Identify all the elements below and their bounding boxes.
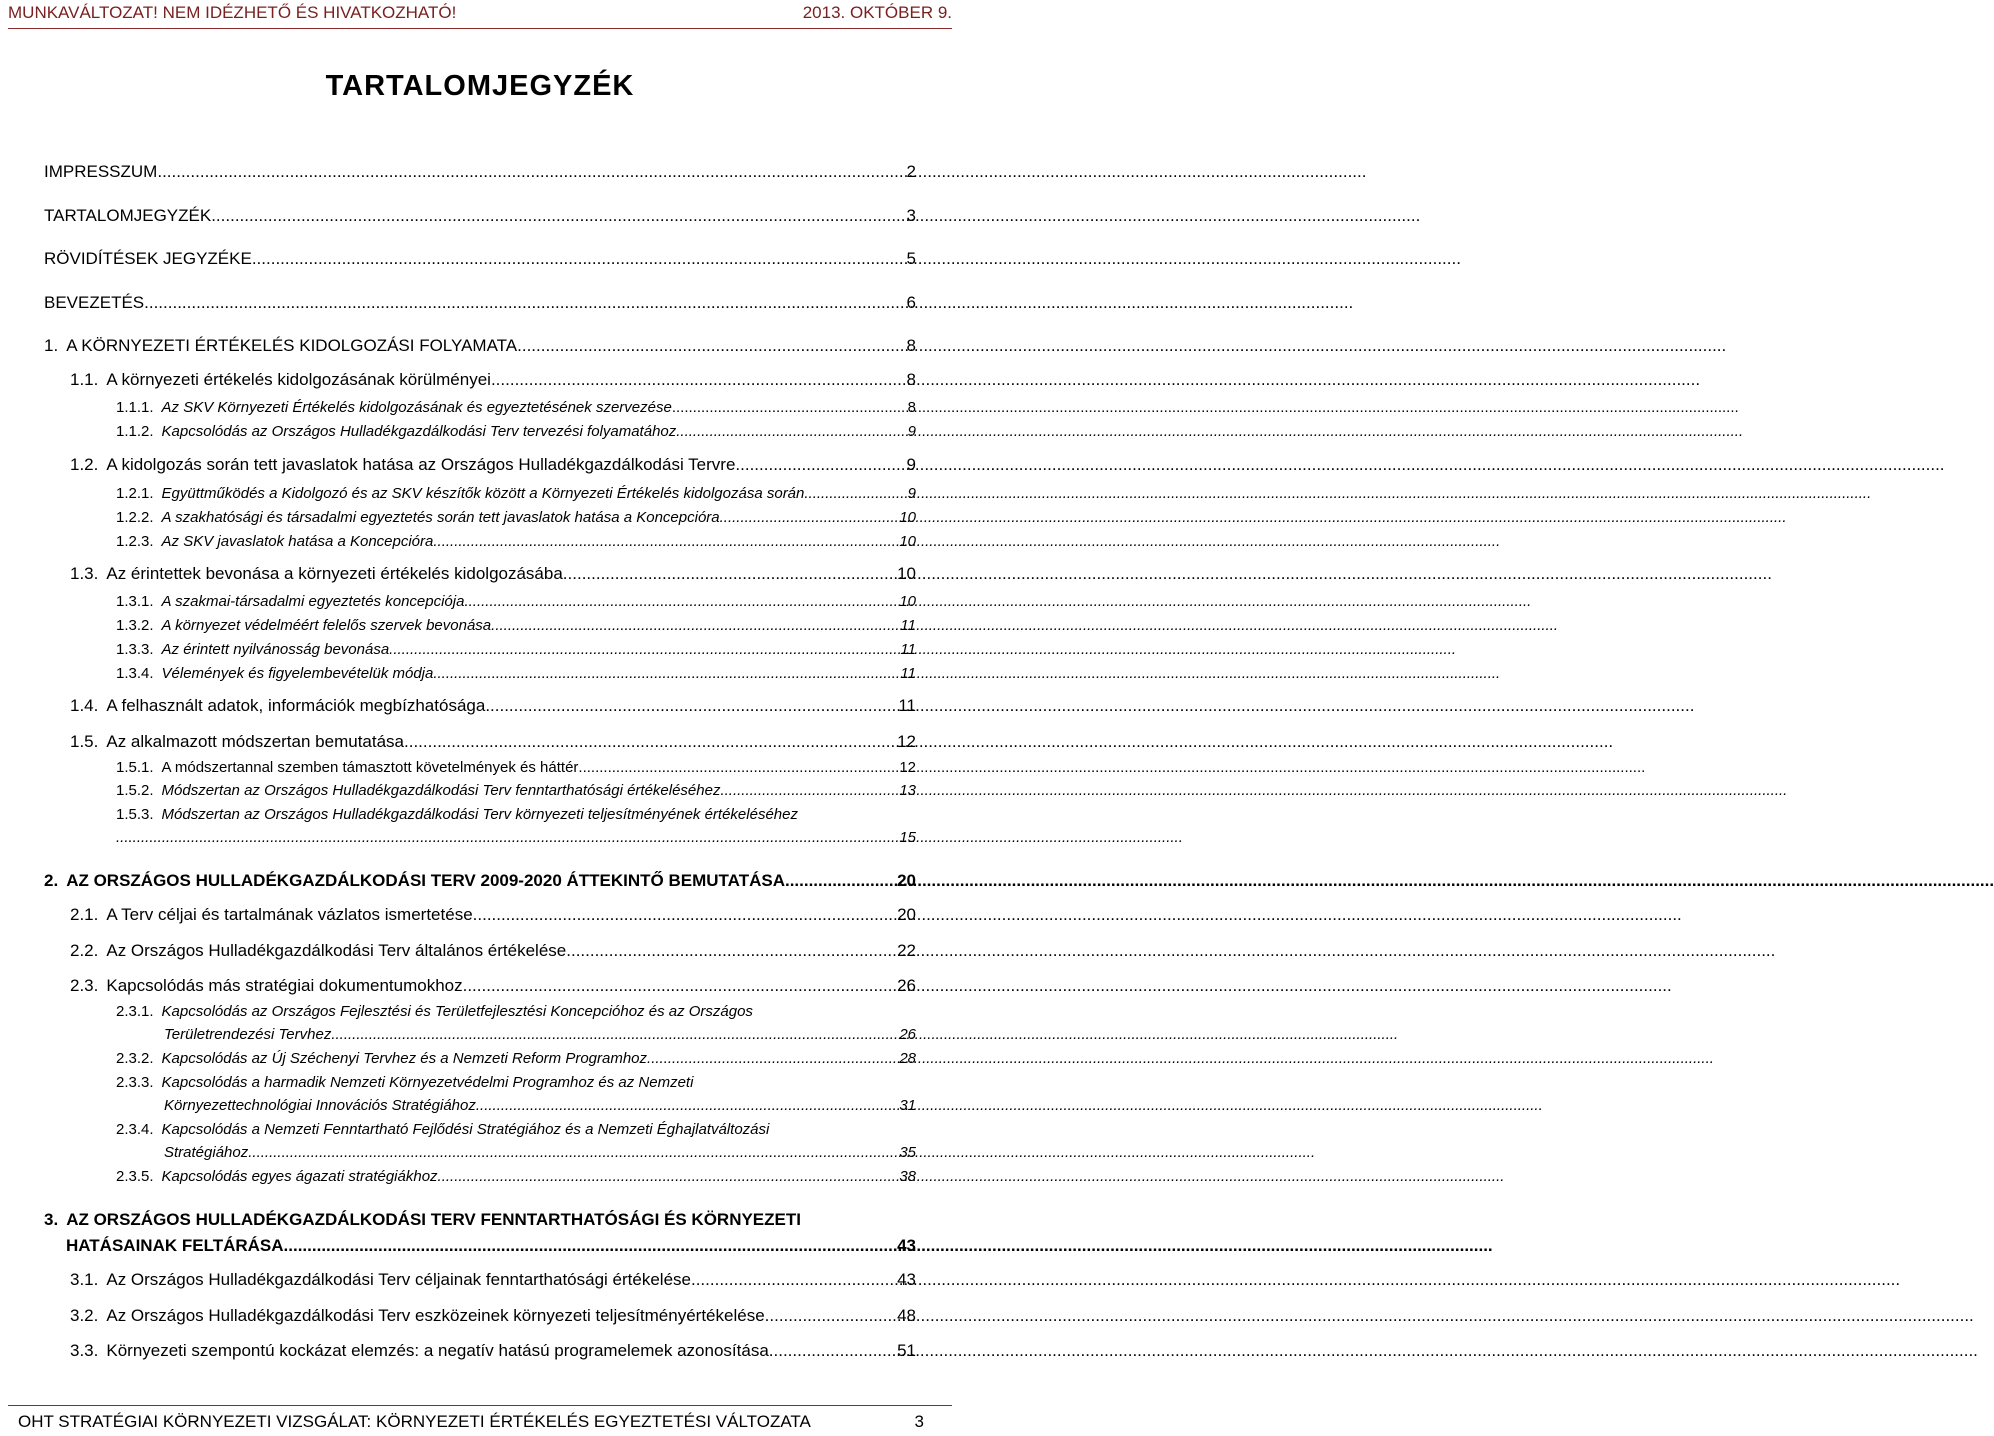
toc-entry-3-2[interactable]: 3.2. Az Országos Hulladékgazdálkodási Terv eszközeinek környezeti teljesítményértékelése ..... 48 — [70, 1306, 916, 1326]
toc-entry-2-3-3-line2[interactable]: Környezettechnológiai Innovációs Stratégiához ..... 31 — [164, 1097, 916, 1114]
toc-entry-2-3-1-line1[interactable]: 2.3.1. Kapcsolódás az Országos Fejlesztési és Területfejlesztési Koncepcióhoz és az Országos — [116, 1003, 753, 1020]
toc-entry-1-3-3[interactable]: 1.3.3. Az érintett nyilvánosság bevonása ..... 11 — [116, 641, 916, 658]
toc-entry-1-1-1[interactable]: 1.1.1. Az SKV Környezeti Értékelés kidolgozásának és egyeztetésének szervezése ..... 8 — [116, 399, 916, 416]
toc-entry-2-1[interactable]: 2.1. A Terv céljai és tartalmának vázlatos ismertetése ..... 20 — [70, 905, 916, 925]
toc-entry-1-1-2[interactable]: 1.1.2. Kapcsolódás az Országos Hulladékgazdálkodási Terv tervezési folyamatához ..... 9 — [116, 423, 916, 440]
toc-entry-1-3-1[interactable]: 1.3.1. A szakmai-társadalmi egyeztetés koncepciója ..... 10 — [116, 593, 916, 610]
toc-entry-1-5-2[interactable]: 1.5.2. Módszertan az Országos Hulladékgazdálkodási Terv fenntarthatósági értékeléséhez ..... 13 — [116, 782, 916, 799]
toc-entry-3-line2[interactable]: HATÁSAINAK FELTÁRÁSA ..... 43 — [66, 1236, 916, 1256]
page-title: TARTALOMJEGYZÉK — [325, 70, 635, 102]
toc-entry-2-3-2[interactable]: 2.3.2. Kapcsolódás az Új Széchenyi Tervhez és a Nemzeti Reform Programhoz ..... 28 — [116, 1050, 916, 1067]
toc-entry-impresszum[interactable]: IMPRESSZUM ..... 2 — [44, 162, 916, 182]
toc-entry-2-3-1-line2[interactable]: Területrendezési Tervhez ..... 26 — [164, 1026, 916, 1043]
header-left: MUNKAVÁLTOZAT! NEM IDÉZHETŐ ÉS HIVATKOZHATÓ! — [8, 3, 457, 22]
toc-entry-1-2-3[interactable]: 1.2.3. Az SKV javaslatok hatása a Koncepcióra ..... 10 — [116, 533, 916, 550]
footer-divider — [8, 1405, 952, 1406]
toc-entry-1-2-1[interactable]: 1.2.1. Együttműködés a Kidolgozó és az SKV készítők között a Környezeti Értékelés kidolgozása során ..... 9 — [116, 485, 916, 502]
toc-entry-2[interactable]: 2. AZ ORSZÁGOS HULLADÉKGAZDÁLKODÁSI TERV 2009-2020 ÁTTEKINTŐ BEMUTATÁSA ..... 20 — [44, 871, 916, 891]
toc-entry-2-3-3-line1[interactable]: 2.3.3. Kapcsolódás a harmadik Nemzeti Környezetvédelmi Programhoz és az Nemzeti — [116, 1074, 694, 1091]
toc-entry-1[interactable]: 1. A KÖRNYEZETI ÉRTÉKELÉS KIDOLGOZÁSI FOLYAMATA ..... 8 — [44, 336, 916, 356]
toc-entry-1-3[interactable]: 1.3. Az érintettek bevonása a környezeti értékelés kidolgozásába ..... 10 — [70, 564, 916, 584]
toc-entry-2-3-4-line2[interactable]: Stratégiához ..... 35 — [164, 1144, 916, 1161]
toc-entry-3-line1[interactable]: 3. AZ ORSZÁGOS HULLADÉKGAZDÁLKODÁSI TERV FENNTARTHATÓSÁGI ÉS KÖRNYEZETI — [44, 1210, 801, 1229]
toc-entry-2-3[interactable]: 2.3. Kapcsolódás más stratégiai dokumentumokhoz ..... 26 — [70, 976, 916, 996]
toc-entry-tartalomjegyzek[interactable]: TARTALOMJEGYZÉK ..... 3 — [44, 206, 916, 226]
toc-entry-2-3-4-line1[interactable]: 2.3.4. Kapcsolódás a Nemzeti Fenntartható Fejlődési Stratégiához és a Nemzeti Éghajlatváltozási — [116, 1121, 770, 1138]
toc-entry-3-3[interactable]: 3.3. Környezeti szempontú kockázat elemzés: a negatív hatású programelemek azonosítása ..... 51 — [70, 1341, 916, 1361]
page-number: 3 — [914, 1412, 924, 1431]
toc-entry-1-5-3-line1[interactable]: 1.5.3. Módszertan az Országos Hulladékgazdálkodási Terv környezeti teljesítményének értékeléséhez — [116, 806, 798, 823]
toc-entry-1-5-3-line2[interactable]: ..... 15 — [116, 829, 916, 846]
toc-entry-1-3-4[interactable]: 1.3.4. Vélemények és figyelembevételük módja ..... 11 — [116, 665, 916, 682]
toc-entry-1-5[interactable]: 1.5. Az alkalmazott módszertan bemutatása ..... 12 — [70, 732, 916, 752]
toc-entry-bevezetes[interactable]: BEVEZETÉS ..... 6 — [44, 293, 916, 313]
toc-entry-1-3-2[interactable]: 1.3.2. A környezet védelméért felelős szervek bevonása ..... 11 — [116, 617, 916, 634]
toc-entry-1-5-1[interactable]: 1.5.1. A módszertannal szemben támasztott követelmények és háttér ..... 12 — [116, 759, 916, 776]
toc-entry-3-1[interactable]: 3.1. Az Országos Hulladékgazdálkodási Terv céljainak fenntarthatósági értékelése ..... 43 — [70, 1270, 916, 1290]
page-header — [8, 3, 952, 27]
toc-entry-2-3-5[interactable]: 2.3.5. Kapcsolódás egyes ágazati stratégiákhoz ..... 38 — [116, 1168, 916, 1185]
toc-entry-roviditesek[interactable]: RÖVIDÍTÉSEK JEGYZÉKE ..... 5 — [44, 249, 916, 269]
header-date: 2013. OKTÓBER 9. — [802, 3, 952, 22]
toc-entry-1-4[interactable]: 1.4. A felhasznált adatok, információk megbízhatósága ..... 11 — [70, 696, 916, 716]
footer-title: OHT STRATÉGIAI KÖRNYEZETI VIZSGÁLAT: KÖRNYEZETI ÉRTÉKELÉS EGYEZTETÉSI VÁLTOZATA — [18, 1412, 811, 1431]
toc-entry-1-2-2[interactable]: 1.2.2. A szakhatósági és társadalmi egyeztetés során tett javaslatok hatása a Koncepcióra ..... 10 — [116, 509, 916, 526]
toc-entry-1-2[interactable]: 1.2. A kidolgozás során tett javaslatok hatása az Országos Hulladékgazdálkodási Tervre ..... 9 — [70, 455, 916, 475]
toc-entry-1-1[interactable]: 1.1. A környezeti értékelés kidolgozásának körülményei ..... 8 — [70, 370, 916, 390]
toc-entry-2-2[interactable]: 2.2. Az Országos Hulladékgazdálkodási Terv általános értékelése ..... 22 — [70, 941, 916, 961]
header-divider — [8, 28, 952, 29]
